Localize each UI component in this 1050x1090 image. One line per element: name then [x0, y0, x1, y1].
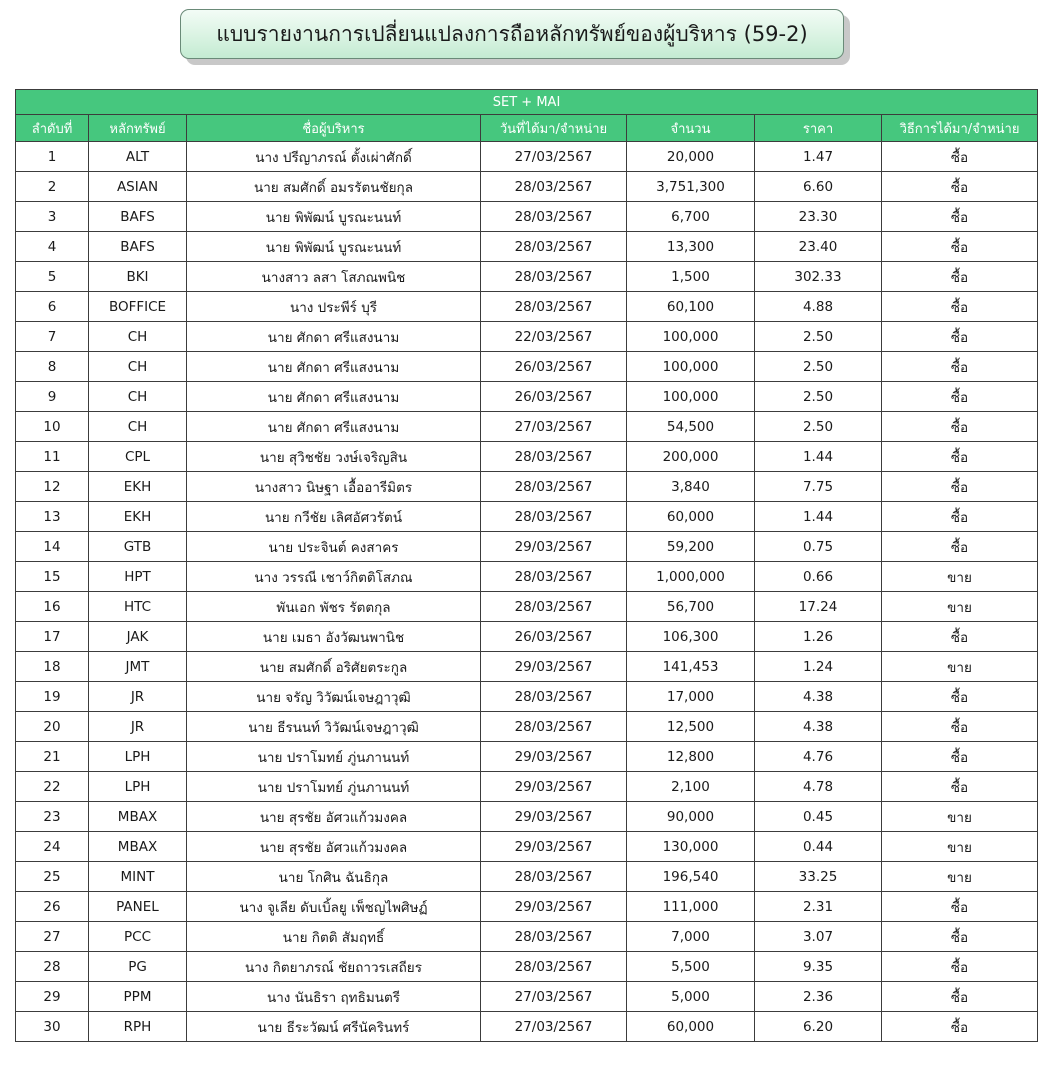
cell-quantity: 100,000 [627, 352, 755, 382]
cell-date: 26/03/2567 [481, 352, 627, 382]
table-row [16, 922, 1038, 952]
cell-price: 2.31 [755, 892, 882, 922]
cell-sequence: 29 [16, 982, 89, 1012]
cell-executive-name: นาย ปราโมทย์ ภู่นภานนท์ [187, 772, 481, 802]
cell-price: 33.25 [755, 862, 882, 892]
cell-sequence: 1 [16, 142, 89, 172]
cell-security: PANEL [89, 892, 187, 922]
cell-sequence: 12 [16, 472, 89, 502]
cell-method: ซื้อ [882, 922, 1038, 952]
cell-price: 6.60 [755, 172, 882, 202]
cell-sequence: 18 [16, 652, 89, 682]
cell-date: 27/03/2567 [481, 142, 627, 172]
cell-method: ซื้อ [882, 442, 1038, 472]
cell-quantity: 60,000 [627, 1012, 755, 1042]
cell-price: 3.07 [755, 922, 882, 952]
cell-price: 2.36 [755, 982, 882, 1012]
cell-quantity: 3,751,300 [627, 172, 755, 202]
cell-method: ซื้อ [882, 1012, 1038, 1042]
cell-security: BKI [89, 262, 187, 292]
cell-security: BAFS [89, 202, 187, 232]
cell-quantity: 12,800 [627, 742, 755, 772]
col-header-security: หลักทรัพย์ [89, 115, 187, 142]
table-row [16, 562, 1038, 592]
cell-date: 28/03/2567 [481, 682, 627, 712]
table-row [16, 682, 1038, 712]
cell-price: 7.75 [755, 472, 882, 502]
cell-price: 0.45 [755, 802, 882, 832]
cell-security: CH [89, 412, 187, 442]
cell-date: 28/03/2567 [481, 262, 627, 292]
cell-method: ซื้อ [882, 292, 1038, 322]
cell-sequence: 17 [16, 622, 89, 652]
cell-executive-name: นาย ศักดา ศรีแสงนาม [187, 382, 481, 412]
table-row [16, 382, 1038, 412]
cell-quantity: 12,500 [627, 712, 755, 742]
cell-sequence: 28 [16, 952, 89, 982]
col-header-price: ราคา [755, 115, 882, 142]
cell-price: 0.66 [755, 562, 882, 592]
cell-price: 9.35 [755, 952, 882, 982]
table-row [16, 262, 1038, 292]
cell-sequence: 25 [16, 862, 89, 892]
cell-date: 28/03/2567 [481, 202, 627, 232]
cell-security: CPL [89, 442, 187, 472]
cell-sequence: 23 [16, 802, 89, 832]
cell-date: 29/03/2567 [481, 742, 627, 772]
cell-method: ขาย [882, 802, 1038, 832]
cell-price: 6.20 [755, 1012, 882, 1042]
cell-quantity: 59,200 [627, 532, 755, 562]
cell-method: ซื้อ [882, 622, 1038, 652]
cell-date: 29/03/2567 [481, 892, 627, 922]
cell-executive-name: นาง นันธิรา ฤทธิมนตรี [187, 982, 481, 1012]
cell-method: ซื้อ [882, 712, 1038, 742]
cell-quantity: 106,300 [627, 622, 755, 652]
cell-security: GTB [89, 532, 187, 562]
cell-price: 1.47 [755, 142, 882, 172]
cell-security: ASIAN [89, 172, 187, 202]
cell-price: 1.26 [755, 622, 882, 652]
cell-price: 1.44 [755, 502, 882, 532]
cell-method: ซื้อ [882, 352, 1038, 382]
cell-sequence: 20 [16, 712, 89, 742]
cell-price: 0.44 [755, 832, 882, 862]
holdings-change-table [15, 89, 1038, 1042]
table-row [16, 982, 1038, 1012]
cell-sequence: 11 [16, 442, 89, 472]
cell-sequence: 22 [16, 772, 89, 802]
cell-method: ขาย [882, 592, 1038, 622]
cell-quantity: 111,000 [627, 892, 755, 922]
cell-quantity: 60,000 [627, 502, 755, 532]
holdings-change-table-container [15, 89, 1037, 1042]
cell-date: 28/03/2567 [481, 442, 627, 472]
cell-executive-name: นาย สุรชัย อัศวแก้วมงคล [187, 802, 481, 832]
cell-executive-name: พันเอก พัชร รัตตกุล [187, 592, 481, 622]
cell-date: 29/03/2567 [481, 532, 627, 562]
cell-sequence: 8 [16, 352, 89, 382]
cell-executive-name: นาย สุวิชชัย วงษ์เจริญสิน [187, 442, 481, 472]
cell-quantity: 200,000 [627, 442, 755, 472]
cell-date: 28/03/2567 [481, 502, 627, 532]
cell-price: 0.75 [755, 532, 882, 562]
cell-price: 2.50 [755, 322, 882, 352]
cell-date: 29/03/2567 [481, 652, 627, 682]
cell-executive-name: นาย สมศักดิ์ อมรรัตนชัยกุล [187, 172, 481, 202]
cell-price: 302.33 [755, 262, 882, 292]
cell-sequence: 24 [16, 832, 89, 862]
table-body [16, 142, 1038, 1042]
col-header-quantity: จำนวน [627, 115, 755, 142]
cell-method: ขาย [882, 862, 1038, 892]
cell-method: ซื้อ [882, 412, 1038, 442]
cell-sequence: 5 [16, 262, 89, 292]
cell-date: 27/03/2567 [481, 412, 627, 442]
cell-security: JMT [89, 652, 187, 682]
cell-method: ซื้อ [882, 742, 1038, 772]
cell-sequence: 13 [16, 502, 89, 532]
cell-quantity: 141,453 [627, 652, 755, 682]
cell-price: 4.88 [755, 292, 882, 322]
cell-price: 17.24 [755, 592, 882, 622]
table-row [16, 172, 1038, 202]
cell-quantity: 100,000 [627, 382, 755, 412]
cell-executive-name: นาย ศักดา ศรีแสงนาม [187, 352, 481, 382]
cell-executive-name: นาย สุรชัย อัศวแก้วมงคล [187, 832, 481, 862]
cell-date: 28/03/2567 [481, 472, 627, 502]
cell-security: PG [89, 952, 187, 982]
table-row [16, 772, 1038, 802]
table-row [16, 952, 1038, 982]
cell-date: 28/03/2567 [481, 592, 627, 622]
cell-method: ซื้อ [882, 532, 1038, 562]
cell-quantity: 130,000 [627, 832, 755, 862]
cell-date: 27/03/2567 [481, 1012, 627, 1042]
cell-sequence: 14 [16, 532, 89, 562]
cell-date: 26/03/2567 [481, 382, 627, 412]
cell-sequence: 15 [16, 562, 89, 592]
table-row [16, 802, 1038, 832]
cell-security: BAFS [89, 232, 187, 262]
cell-method: ซื้อ [882, 172, 1038, 202]
cell-security: CH [89, 352, 187, 382]
cell-method: ซื้อ [882, 262, 1038, 292]
cell-method: ซื้อ [882, 142, 1038, 172]
cell-security: HPT [89, 562, 187, 592]
cell-security: LPH [89, 742, 187, 772]
cell-price: 4.38 [755, 712, 882, 742]
cell-security: LPH [89, 772, 187, 802]
cell-quantity: 56,700 [627, 592, 755, 622]
cell-method: ซื้อ [882, 502, 1038, 532]
cell-security: MBAX [89, 802, 187, 832]
table-row [16, 622, 1038, 652]
cell-security: EKH [89, 472, 187, 502]
cell-security: RPH [89, 1012, 187, 1042]
cell-executive-name: นาง ปรีญาภรณ์ ตั้งเผ่าศักดิ์ [187, 142, 481, 172]
report-title-banner [180, 9, 852, 65]
cell-sequence: 3 [16, 202, 89, 232]
cell-sequence: 9 [16, 382, 89, 412]
cell-date: 29/03/2567 [481, 802, 627, 832]
column-header-row [16, 115, 1038, 142]
cell-sequence: 30 [16, 1012, 89, 1042]
cell-security: JR [89, 712, 187, 742]
table-row [16, 532, 1038, 562]
cell-executive-name: นาย เมธา อังวัฒนพานิช [187, 622, 481, 652]
cell-executive-name: นาย ศักดา ศรีแสงนาม [187, 412, 481, 442]
cell-executive-name: นาย สมศักดิ์ อริศัยตระกูล [187, 652, 481, 682]
cell-sequence: 19 [16, 682, 89, 712]
cell-sequence: 21 [16, 742, 89, 772]
col-header-method: วิธีการได้มา/จำหน่าย [882, 115, 1038, 142]
cell-price: 1.44 [755, 442, 882, 472]
cell-quantity: 1,000,000 [627, 562, 755, 592]
cell-quantity: 100,000 [627, 322, 755, 352]
cell-executive-name: นาย ธีรนนท์ วิวัฒน์เจษฎาวุฒิ [187, 712, 481, 742]
cell-sequence: 4 [16, 232, 89, 262]
table-row [16, 142, 1038, 172]
table-row [16, 232, 1038, 262]
col-header-date: วันที่ได้มา/จำหน่าย [481, 115, 627, 142]
cell-executive-name: นาง ประพีร์ บุรี [187, 292, 481, 322]
table-row [16, 592, 1038, 622]
cell-security: PPM [89, 982, 187, 1012]
cell-quantity: 3,840 [627, 472, 755, 502]
table-row [16, 472, 1038, 502]
cell-executive-name: นาย ศักดา ศรีแสงนาม [187, 322, 481, 352]
cell-method: ซื้อ [882, 382, 1038, 412]
table-row [16, 352, 1038, 382]
cell-security: JAK [89, 622, 187, 652]
table-row [16, 652, 1038, 682]
cell-date: 28/03/2567 [481, 952, 627, 982]
table-row [16, 292, 1038, 322]
cell-executive-name: นาย พิพัฒน์ บูรณะนนท์ [187, 202, 481, 232]
cell-method: ซื้อ [882, 202, 1038, 232]
cell-date: 28/03/2567 [481, 232, 627, 262]
table-row [16, 502, 1038, 532]
cell-method: ซื้อ [882, 472, 1038, 502]
cell-date: 29/03/2567 [481, 832, 627, 862]
cell-date: 28/03/2567 [481, 922, 627, 952]
cell-price: 1.24 [755, 652, 882, 682]
cell-executive-name: นาง จูเลีย ดับเบิ้ลยู เพ็ชญไพศิษฏ์ [187, 892, 481, 922]
cell-date: 28/03/2567 [481, 862, 627, 892]
report-title: แบบรายงานการเปลี่ยนแปลงการถือหลักทรัพย์ของผู้บริหาร (59-2) [180, 9, 844, 59]
cell-date: 22/03/2567 [481, 322, 627, 352]
cell-method: ซื้อ [882, 682, 1038, 712]
cell-method: ขาย [882, 562, 1038, 592]
cell-security: JR [89, 682, 187, 712]
cell-price: 23.30 [755, 202, 882, 232]
cell-method: ซื้อ [882, 892, 1038, 922]
table-row [16, 712, 1038, 742]
cell-security: PCC [89, 922, 187, 952]
cell-date: 26/03/2567 [481, 622, 627, 652]
cell-quantity: 1,500 [627, 262, 755, 292]
cell-method: ซื้อ [882, 232, 1038, 262]
cell-method: ซื้อ [882, 772, 1038, 802]
cell-executive-name: นาย ปราโมทย์ ภู่นภานนท์ [187, 742, 481, 772]
cell-executive-name: นาย ธีระวัฒน์ ศรีนัครินทร์ [187, 1012, 481, 1042]
cell-method: ซื้อ [882, 322, 1038, 352]
table-row [16, 862, 1038, 892]
cell-quantity: 13,300 [627, 232, 755, 262]
cell-security: ALT [89, 142, 187, 172]
cell-price: 4.76 [755, 742, 882, 772]
table-row [16, 832, 1038, 862]
cell-quantity: 5,500 [627, 952, 755, 982]
market-group-header: SET + MAI [16, 90, 1038, 115]
cell-security: HTC [89, 592, 187, 622]
cell-security: BOFFICE [89, 292, 187, 322]
cell-sequence: 27 [16, 922, 89, 952]
cell-quantity: 2,100 [627, 772, 755, 802]
cell-sequence: 10 [16, 412, 89, 442]
cell-quantity: 6,700 [627, 202, 755, 232]
cell-price: 23.40 [755, 232, 882, 262]
cell-executive-name: นาย กิตติ สัมฤทธิ์ [187, 922, 481, 952]
cell-quantity: 20,000 [627, 142, 755, 172]
table-row [16, 442, 1038, 472]
cell-executive-name: นาย โกศิน ฉันธิกุล [187, 862, 481, 892]
cell-executive-name: นางสาว นิษฐา เอื้ออารีมิตร [187, 472, 481, 502]
cell-quantity: 60,100 [627, 292, 755, 322]
cell-price: 2.50 [755, 412, 882, 442]
cell-executive-name: นาย จรัญ วิวัฒน์เจษฎาวุฒิ [187, 682, 481, 712]
cell-date: 28/03/2567 [481, 292, 627, 322]
cell-security: CH [89, 322, 187, 352]
col-header-executive-name: ชื่อผู้บริหาร [187, 115, 481, 142]
cell-date: 28/03/2567 [481, 172, 627, 202]
cell-price: 4.38 [755, 682, 882, 712]
cell-executive-name: นาย พิพัฒน์ บูรณะนนท์ [187, 232, 481, 262]
table-row [16, 892, 1038, 922]
cell-method: ซื้อ [882, 982, 1038, 1012]
cell-quantity: 196,540 [627, 862, 755, 892]
cell-method: ซื้อ [882, 952, 1038, 982]
cell-executive-name: นาง วรรณี เชาว์กิตติโสภณ [187, 562, 481, 592]
col-header-no: ลำดับที่ [16, 115, 89, 142]
cell-quantity: 7,000 [627, 922, 755, 952]
cell-price: 4.78 [755, 772, 882, 802]
cell-quantity: 5,000 [627, 982, 755, 1012]
cell-method: ขาย [882, 832, 1038, 862]
group-header-row [16, 90, 1038, 115]
cell-price: 2.50 [755, 352, 882, 382]
cell-sequence: 6 [16, 292, 89, 322]
cell-date: 28/03/2567 [481, 562, 627, 592]
table-row [16, 1012, 1038, 1042]
cell-executive-name: นาง กิตยาภรณ์ ชัยถาวรเสถียร [187, 952, 481, 982]
table-row [16, 412, 1038, 442]
table-row [16, 742, 1038, 772]
cell-quantity: 17,000 [627, 682, 755, 712]
cell-executive-name: นาย กวีชัย เลิศอัศวรัตน์ [187, 502, 481, 532]
cell-method: ขาย [882, 652, 1038, 682]
cell-executive-name: นาย ประจินต์ คงสาคร [187, 532, 481, 562]
cell-date: 27/03/2567 [481, 982, 627, 1012]
cell-date: 29/03/2567 [481, 772, 627, 802]
cell-date: 28/03/2567 [481, 712, 627, 742]
cell-security: CH [89, 382, 187, 412]
cell-security: MBAX [89, 832, 187, 862]
cell-sequence: 2 [16, 172, 89, 202]
cell-quantity: 90,000 [627, 802, 755, 832]
cell-sequence: 7 [16, 322, 89, 352]
cell-security: MINT [89, 862, 187, 892]
table-row [16, 322, 1038, 352]
cell-price: 2.50 [755, 382, 882, 412]
cell-security: EKH [89, 502, 187, 532]
cell-sequence: 16 [16, 592, 89, 622]
cell-executive-name: นางสาว ลสา โสภณพนิช [187, 262, 481, 292]
table-row [16, 202, 1038, 232]
cell-sequence: 26 [16, 892, 89, 922]
cell-quantity: 54,500 [627, 412, 755, 442]
